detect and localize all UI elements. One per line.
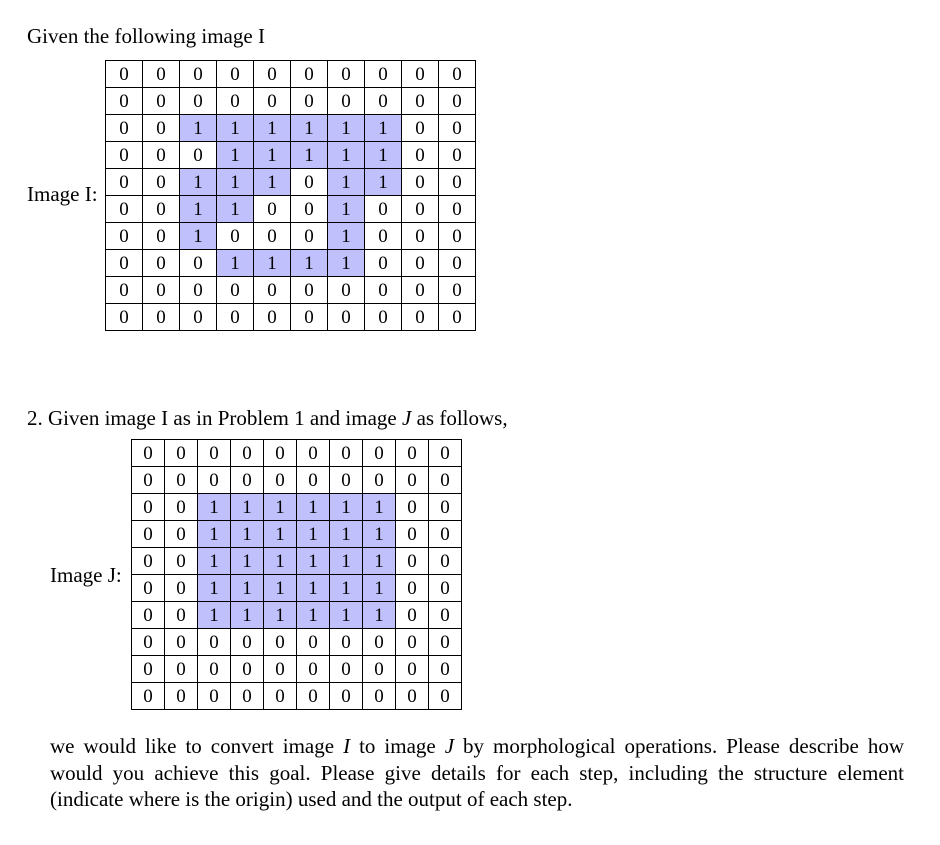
grid-cell: 1 xyxy=(297,602,330,629)
grid-cell: 0 xyxy=(363,629,396,656)
grid-cell: 0 xyxy=(402,250,439,277)
grid-cell: 0 xyxy=(165,548,198,575)
grid-cell: 1 xyxy=(231,548,264,575)
grid-cell: 0 xyxy=(328,61,365,88)
description-var-j: J xyxy=(444,734,455,758)
grid-cell: 1 xyxy=(264,575,297,602)
grid-cell: 1 xyxy=(363,602,396,629)
grid-cell: 0 xyxy=(106,250,143,277)
grid-cell: 1 xyxy=(291,250,328,277)
grid-row xyxy=(132,602,462,629)
grid-cell: 0 xyxy=(330,440,363,467)
grid-cell: 0 xyxy=(429,467,462,494)
grid-cell: 1 xyxy=(330,575,363,602)
grid-cell: 1 xyxy=(254,142,291,169)
grid-cell: 0 xyxy=(429,575,462,602)
grid-cell: 0 xyxy=(429,656,462,683)
grid-cell: 0 xyxy=(132,440,165,467)
grid-cell: 0 xyxy=(297,440,330,467)
grid-cell: 1 xyxy=(291,115,328,142)
grid-row xyxy=(106,61,476,88)
grid-cell: 0 xyxy=(439,277,476,304)
grid-cell: 0 xyxy=(363,656,396,683)
grid-cell: 0 xyxy=(439,250,476,277)
grid-cell: 0 xyxy=(291,169,328,196)
grid-row xyxy=(132,656,462,683)
grid-cell: 0 xyxy=(402,223,439,250)
image-j-var: J xyxy=(402,406,412,430)
grid-row xyxy=(106,115,476,142)
grid-cell: 0 xyxy=(217,304,254,331)
grid-cell: 0 xyxy=(217,88,254,115)
grid-cell: 0 xyxy=(365,304,402,331)
grid-cell: 1 xyxy=(217,142,254,169)
grid-cell: 0 xyxy=(396,602,429,629)
grid-cell: 0 xyxy=(132,656,165,683)
image-i-label: Image I: xyxy=(27,182,98,206)
grid-cell: 0 xyxy=(198,629,231,656)
grid-cell: 0 xyxy=(429,494,462,521)
grid-cell: 0 xyxy=(429,683,462,710)
grid-cell: 1 xyxy=(363,521,396,548)
grid-cell: 0 xyxy=(132,575,165,602)
grid-row xyxy=(132,440,462,467)
grid-cell: 0 xyxy=(132,683,165,710)
grid-row xyxy=(132,629,462,656)
grid-cell: 1 xyxy=(297,548,330,575)
grid-cell: 0 xyxy=(297,467,330,494)
grid-cell: 0 xyxy=(254,61,291,88)
grid-cell: 0 xyxy=(402,142,439,169)
grid-cell: 0 xyxy=(254,88,291,115)
grid-cell: 0 xyxy=(264,629,297,656)
grid-cell: 0 xyxy=(254,304,291,331)
image-i-grid xyxy=(105,60,476,331)
description-part2: to image xyxy=(350,734,445,758)
grid-cell: 0 xyxy=(165,683,198,710)
grid-cell: 0 xyxy=(254,196,291,223)
grid-cell: 0 xyxy=(165,602,198,629)
grid-cell: 0 xyxy=(132,629,165,656)
grid-cell: 0 xyxy=(330,683,363,710)
grid-cell: 0 xyxy=(396,467,429,494)
problem-intro-text-end: as follows, xyxy=(411,406,508,430)
grid-cell: 0 xyxy=(365,277,402,304)
grid-cell: 1 xyxy=(330,548,363,575)
grid-cell: 0 xyxy=(231,629,264,656)
grid-cell: 0 xyxy=(291,223,328,250)
grid-cell: 0 xyxy=(429,629,462,656)
grid-cell: 1 xyxy=(231,494,264,521)
grid-cell: 0 xyxy=(402,196,439,223)
grid-cell: 0 xyxy=(198,440,231,467)
grid-row xyxy=(106,88,476,115)
grid-cell: 0 xyxy=(165,629,198,656)
grid-cell: 0 xyxy=(180,304,217,331)
grid-cell: 0 xyxy=(365,223,402,250)
grid-cell: 1 xyxy=(180,196,217,223)
grid-cell: 0 xyxy=(180,61,217,88)
grid-cell: 1 xyxy=(231,602,264,629)
grid-row xyxy=(106,196,476,223)
grid-cell: 1 xyxy=(363,494,396,521)
grid-cell: 1 xyxy=(264,521,297,548)
grid-cell: 0 xyxy=(165,440,198,467)
grid-cell: 1 xyxy=(297,575,330,602)
grid-row xyxy=(106,304,476,331)
grid-row xyxy=(132,521,462,548)
grid-row xyxy=(132,494,462,521)
grid-cell: 1 xyxy=(328,169,365,196)
grid-row xyxy=(106,250,476,277)
grid-cell: 1 xyxy=(254,115,291,142)
grid-cell: 1 xyxy=(198,602,231,629)
problem-2-intro xyxy=(27,405,508,431)
grid-row xyxy=(106,277,476,304)
grid-cell: 0 xyxy=(402,169,439,196)
grid-cell: 0 xyxy=(180,88,217,115)
grid-cell: 1 xyxy=(291,142,328,169)
grid-cell: 0 xyxy=(132,467,165,494)
grid-cell: 0 xyxy=(143,223,180,250)
description-var-i: I xyxy=(343,734,351,758)
grid-cell: 0 xyxy=(198,467,231,494)
grid-cell: 0 xyxy=(180,250,217,277)
grid-cell: 0 xyxy=(143,304,180,331)
grid-cell: 0 xyxy=(143,250,180,277)
grid-cell: 1 xyxy=(365,169,402,196)
grid-cell: 1 xyxy=(297,494,330,521)
grid-cell: 0 xyxy=(396,629,429,656)
grid-cell: 0 xyxy=(439,304,476,331)
grid-cell: 0 xyxy=(402,61,439,88)
grid-cell: 0 xyxy=(217,223,254,250)
grid-cell: 0 xyxy=(429,440,462,467)
grid-cell: 0 xyxy=(106,169,143,196)
grid-cell: 0 xyxy=(143,196,180,223)
grid-cell: 0 xyxy=(291,196,328,223)
grid-cell: 0 xyxy=(254,223,291,250)
grid-cell: 0 xyxy=(330,629,363,656)
grid-cell: 0 xyxy=(297,683,330,710)
grid-cell: 0 xyxy=(363,467,396,494)
grid-cell: 0 xyxy=(132,494,165,521)
grid-cell: 0 xyxy=(165,494,198,521)
grid-cell: 1 xyxy=(217,250,254,277)
grid-cell: 1 xyxy=(297,521,330,548)
description-part3: by morphological operations. Please describe how would you achieve this goal. Please give details for each step, including the structure element (indicate where is the origin) used and the output of each step. xyxy=(50,734,904,811)
grid-cell: 0 xyxy=(106,223,143,250)
grid-cell: 1 xyxy=(254,169,291,196)
grid-row xyxy=(132,575,462,602)
grid-cell: 0 xyxy=(291,304,328,331)
grid-cell: 0 xyxy=(143,277,180,304)
grid-cell: 0 xyxy=(439,196,476,223)
grid-cell: 0 xyxy=(217,61,254,88)
grid-cell: 0 xyxy=(217,277,254,304)
grid-cell: 1 xyxy=(217,169,254,196)
grid-cell: 0 xyxy=(328,88,365,115)
grid-cell: 0 xyxy=(365,61,402,88)
grid-cell: 0 xyxy=(396,440,429,467)
grid-cell: 0 xyxy=(165,521,198,548)
grid-cell: 0 xyxy=(198,683,231,710)
grid-cell: 0 xyxy=(165,656,198,683)
grid-cell: 0 xyxy=(106,142,143,169)
grid-cell: 0 xyxy=(439,88,476,115)
grid-cell: 0 xyxy=(254,277,291,304)
grid-cell: 0 xyxy=(365,88,402,115)
grid-cell: 0 xyxy=(396,656,429,683)
grid-cell: 0 xyxy=(231,467,264,494)
grid-cell: 0 xyxy=(291,88,328,115)
grid-cell: 1 xyxy=(198,575,231,602)
grid-cell: 0 xyxy=(143,61,180,88)
grid-cell: 1 xyxy=(254,250,291,277)
grid-cell: 0 xyxy=(165,467,198,494)
grid-cell: 0 xyxy=(330,656,363,683)
grid-cell: 1 xyxy=(365,115,402,142)
grid-cell: 1 xyxy=(217,115,254,142)
grid-cell: 0 xyxy=(429,521,462,548)
grid-cell: 1 xyxy=(198,494,231,521)
grid-cell: 0 xyxy=(106,304,143,331)
problem-intro-text: Given image I as in Problem 1 and image xyxy=(48,406,402,430)
grid-cell: 0 xyxy=(106,61,143,88)
grid-cell: 1 xyxy=(363,575,396,602)
grid-row xyxy=(132,467,462,494)
grid-cell: 0 xyxy=(402,115,439,142)
grid-cell: 0 xyxy=(143,142,180,169)
grid-row xyxy=(132,548,462,575)
grid-cell: 1 xyxy=(363,548,396,575)
grid-cell: 0 xyxy=(402,88,439,115)
grid-cell: 0 xyxy=(291,61,328,88)
grid-cell: 0 xyxy=(198,656,231,683)
description-part1: we would like to convert image xyxy=(50,734,344,758)
grid-cell: 1 xyxy=(330,494,363,521)
grid-cell: 0 xyxy=(439,169,476,196)
grid-cell: 0 xyxy=(396,575,429,602)
grid-cell: 0 xyxy=(143,169,180,196)
grid-cell: 0 xyxy=(291,277,328,304)
grid-cell: 1 xyxy=(198,521,231,548)
grid-cell: 0 xyxy=(132,548,165,575)
heading: Given the following image I xyxy=(27,24,265,48)
grid-cell: 1 xyxy=(180,115,217,142)
grid-cell: 1 xyxy=(328,115,365,142)
grid-row xyxy=(106,142,476,169)
grid-cell: 0 xyxy=(439,61,476,88)
image-j-label: Image J: xyxy=(50,563,122,587)
grid-cell: 1 xyxy=(264,602,297,629)
grid-cell: 0 xyxy=(297,656,330,683)
grid-cell: 0 xyxy=(165,575,198,602)
grid-cell: 1 xyxy=(330,602,363,629)
grid-cell: 1 xyxy=(330,521,363,548)
grid-cell: 0 xyxy=(231,656,264,683)
grid-cell: 0 xyxy=(106,88,143,115)
grid-cell: 0 xyxy=(396,683,429,710)
grid-row xyxy=(132,683,462,710)
grid-cell: 1 xyxy=(217,196,254,223)
grid-cell: 0 xyxy=(106,196,143,223)
grid-row xyxy=(106,223,476,250)
grid-cell: 1 xyxy=(198,548,231,575)
grid-cell: 0 xyxy=(132,521,165,548)
grid-cell: 0 xyxy=(297,629,330,656)
grid-cell: 0 xyxy=(264,440,297,467)
grid-cell: 1 xyxy=(180,223,217,250)
grid-cell: 0 xyxy=(143,88,180,115)
grid-cell: 1 xyxy=(231,575,264,602)
grid-cell: 0 xyxy=(363,683,396,710)
grid-cell: 0 xyxy=(396,548,429,575)
grid-cell: 1 xyxy=(365,142,402,169)
grid-cell: 0 xyxy=(402,304,439,331)
image-j-grid xyxy=(131,439,462,710)
grid-cell: 0 xyxy=(429,602,462,629)
grid-cell: 0 xyxy=(330,467,363,494)
grid-cell: 1 xyxy=(264,548,297,575)
grid-cell: 0 xyxy=(328,304,365,331)
grid-cell: 0 xyxy=(231,683,264,710)
grid-cell: 0 xyxy=(363,440,396,467)
grid-cell: 0 xyxy=(264,656,297,683)
grid-cell: 1 xyxy=(328,250,365,277)
grid-cell: 0 xyxy=(429,548,462,575)
grid-cell: 0 xyxy=(439,223,476,250)
grid-cell: 1 xyxy=(231,521,264,548)
problem-description xyxy=(50,733,904,813)
grid-cell: 0 xyxy=(264,683,297,710)
grid-cell: 0 xyxy=(143,115,180,142)
grid-cell: 0 xyxy=(264,467,297,494)
grid-cell: 0 xyxy=(106,115,143,142)
grid-cell: 0 xyxy=(231,440,264,467)
grid-cell: 0 xyxy=(180,142,217,169)
grid-cell: 0 xyxy=(396,494,429,521)
grid-cell: 1 xyxy=(328,142,365,169)
grid-row xyxy=(106,169,476,196)
problem-number: 2. xyxy=(27,406,43,430)
grid-cell: 1 xyxy=(180,169,217,196)
grid-cell: 1 xyxy=(328,223,365,250)
grid-cell: 0 xyxy=(180,277,217,304)
grid-cell: 0 xyxy=(402,277,439,304)
grid-cell: 0 xyxy=(328,277,365,304)
grid-cell: 0 xyxy=(365,250,402,277)
grid-cell: 0 xyxy=(132,602,165,629)
grid-cell: 1 xyxy=(264,494,297,521)
grid-cell: 1 xyxy=(328,196,365,223)
grid-cell: 0 xyxy=(439,142,476,169)
grid-cell: 0 xyxy=(106,277,143,304)
grid-cell: 0 xyxy=(365,196,402,223)
grid-cell: 0 xyxy=(439,115,476,142)
grid-cell: 0 xyxy=(396,521,429,548)
